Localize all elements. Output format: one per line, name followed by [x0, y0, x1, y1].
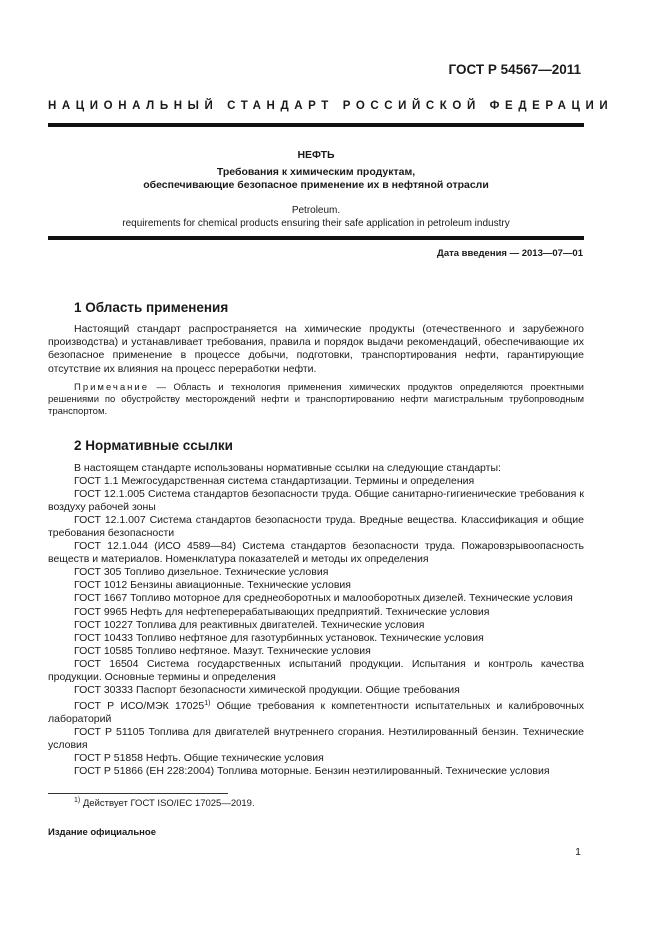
footnote-marker: 1) [204, 699, 211, 707]
reference-item: ГОСТ 1.1 Межгосударственная система стандартизации. Термины и определения [74, 475, 475, 488]
reference-item: ГОСТ Р 51858 Нефть. Общие технические условия [74, 752, 324, 765]
introduction-date: Дата введения — 2013—07—01 [437, 248, 583, 259]
national-standard-title: НАЦИОНАЛЬНЫЙ СТАНДАРТ РОССИЙСКОЙ ФЕДЕРАЦИИ [48, 100, 614, 112]
reference-item: ГОСТ 305 Топливо дизельное. Технические условия [74, 566, 329, 579]
english-title-line: Petroleum. [291, 205, 341, 216]
english-title [48, 205, 584, 230]
paragraph: Настоящий стандарт распространяется на химические продукты (отечественного и зарубежного производства) и устанавливает требования, правила и порядок выдачи рекомендаций, обеспечивающие их безопасное применение в процессе добычи, подготовки, транспортирования нефти, гарантирующие отсутствие их влияния на процесс переработки нефти. [48, 323, 584, 375]
footnote-text: Действует ГОСТ ISO/IEC 17025—2019. [80, 798, 255, 809]
reference-item: ГОСТ 10585 Топливо нефтяное. Мазут. Технические условия [74, 644, 371, 657]
reference-item: ГОСТ 12.1.044 (ИСО 4589—84) Система стандартов безопасности труда. Пожаровзрывоопасность веществ и материалов. Номенклатура показателей и методы их определения [48, 540, 584, 566]
section-heading-text: 1 Область применения [74, 300, 229, 315]
subtitle-line: Требования к химическим продуктам, [216, 166, 416, 178]
note [48, 382, 584, 419]
reference-text: Общие требования к компетентности испытательных и калибровочных лабораторий [48, 699, 584, 725]
reference-item-iso [48, 697, 584, 726]
reference-item: ГОСТ Р 51105 Топлива для двигателей внутреннего сгорания. Неэтилированный бензин. Технические условия [48, 725, 584, 751]
page-number: 1 [575, 846, 581, 858]
note-text: — Область и технология применения химических продуктов определяются проектными решениями по обустройству месторождений нефти и транспортированию нефти магистральным трубопроводным транспортом. [48, 382, 584, 418]
reference-code: ГОСТ Р ИСО/МЭК 17025 [74, 699, 205, 712]
reference-item: ГОСТ 10227 Топлива для реактивных двигателей. Технические условия [74, 618, 425, 631]
footnote-separator [48, 793, 228, 794]
section-1-body [48, 323, 584, 376]
section-2-heading [74, 438, 233, 453]
section-1-heading [74, 300, 228, 315]
reference-item: ГОСТ 12.1.007 Система стандартов безопасности труда. Вредные вещества. Классификация и общие требования безопасности [48, 514, 584, 540]
top-rule [48, 123, 584, 127]
document-id: ГОСТ Р 54567—2011 [448, 62, 581, 77]
reference-item: ГОСТ Р 51866 (ЕН 228:2004) Топлива моторные. Бензин неэтилированный. Технические условия [74, 765, 550, 778]
standard-subtitle [48, 166, 584, 192]
reference-item: ГОСТ 16504 Система государственных испытаний продукции. Испытания и контроль качества продукции. Основные термины и определения [48, 657, 584, 683]
footnote [74, 797, 255, 809]
title-bottom-rule [48, 236, 584, 240]
reference-item: ГОСТ 12.1.005 Система стандартов безопасности труда. Общие санитарно-гигиенические требования к воздуху рабочей зоны [48, 488, 584, 514]
subtitle-line: обеспечивающие безопасное применение их в нефтяной отрасли [143, 179, 489, 191]
footnote-mark: 1) [74, 797, 81, 804]
reference-item: ГОСТ 30333 Паспорт безопасности химической продукции. Общие требования [74, 683, 460, 696]
reference-item: ГОСТ 1012 Бензины авиационные. Технические условия [74, 579, 351, 592]
reference-item: ГОСТ 1667 Топливо моторное для среднеоборотных и малооборотных дизелей. Технические условия [74, 592, 573, 605]
note-label: Примечание [74, 382, 149, 393]
standard-title: НЕФТЬ [297, 149, 335, 161]
reference-item: В настоящем стандарте использованы нормативные ссылки на следующие стандарты: [74, 462, 501, 474]
edition-label: Издание официальное [48, 827, 156, 838]
reference-item: ГОСТ 10433 Топливо нефтяное для газотурбинных установок. Технические условия [74, 631, 484, 644]
normative-references-list [48, 462, 584, 778]
reference-item: ГОСТ 9965 Нефть для нефтеперерабатывающих предприятий. Технические условия [74, 605, 490, 618]
section-heading-text: 2 Нормативные ссылки [74, 438, 233, 453]
english-title-line: requirements for chemical products ensuring their safe application in petroleum industry [122, 217, 510, 229]
